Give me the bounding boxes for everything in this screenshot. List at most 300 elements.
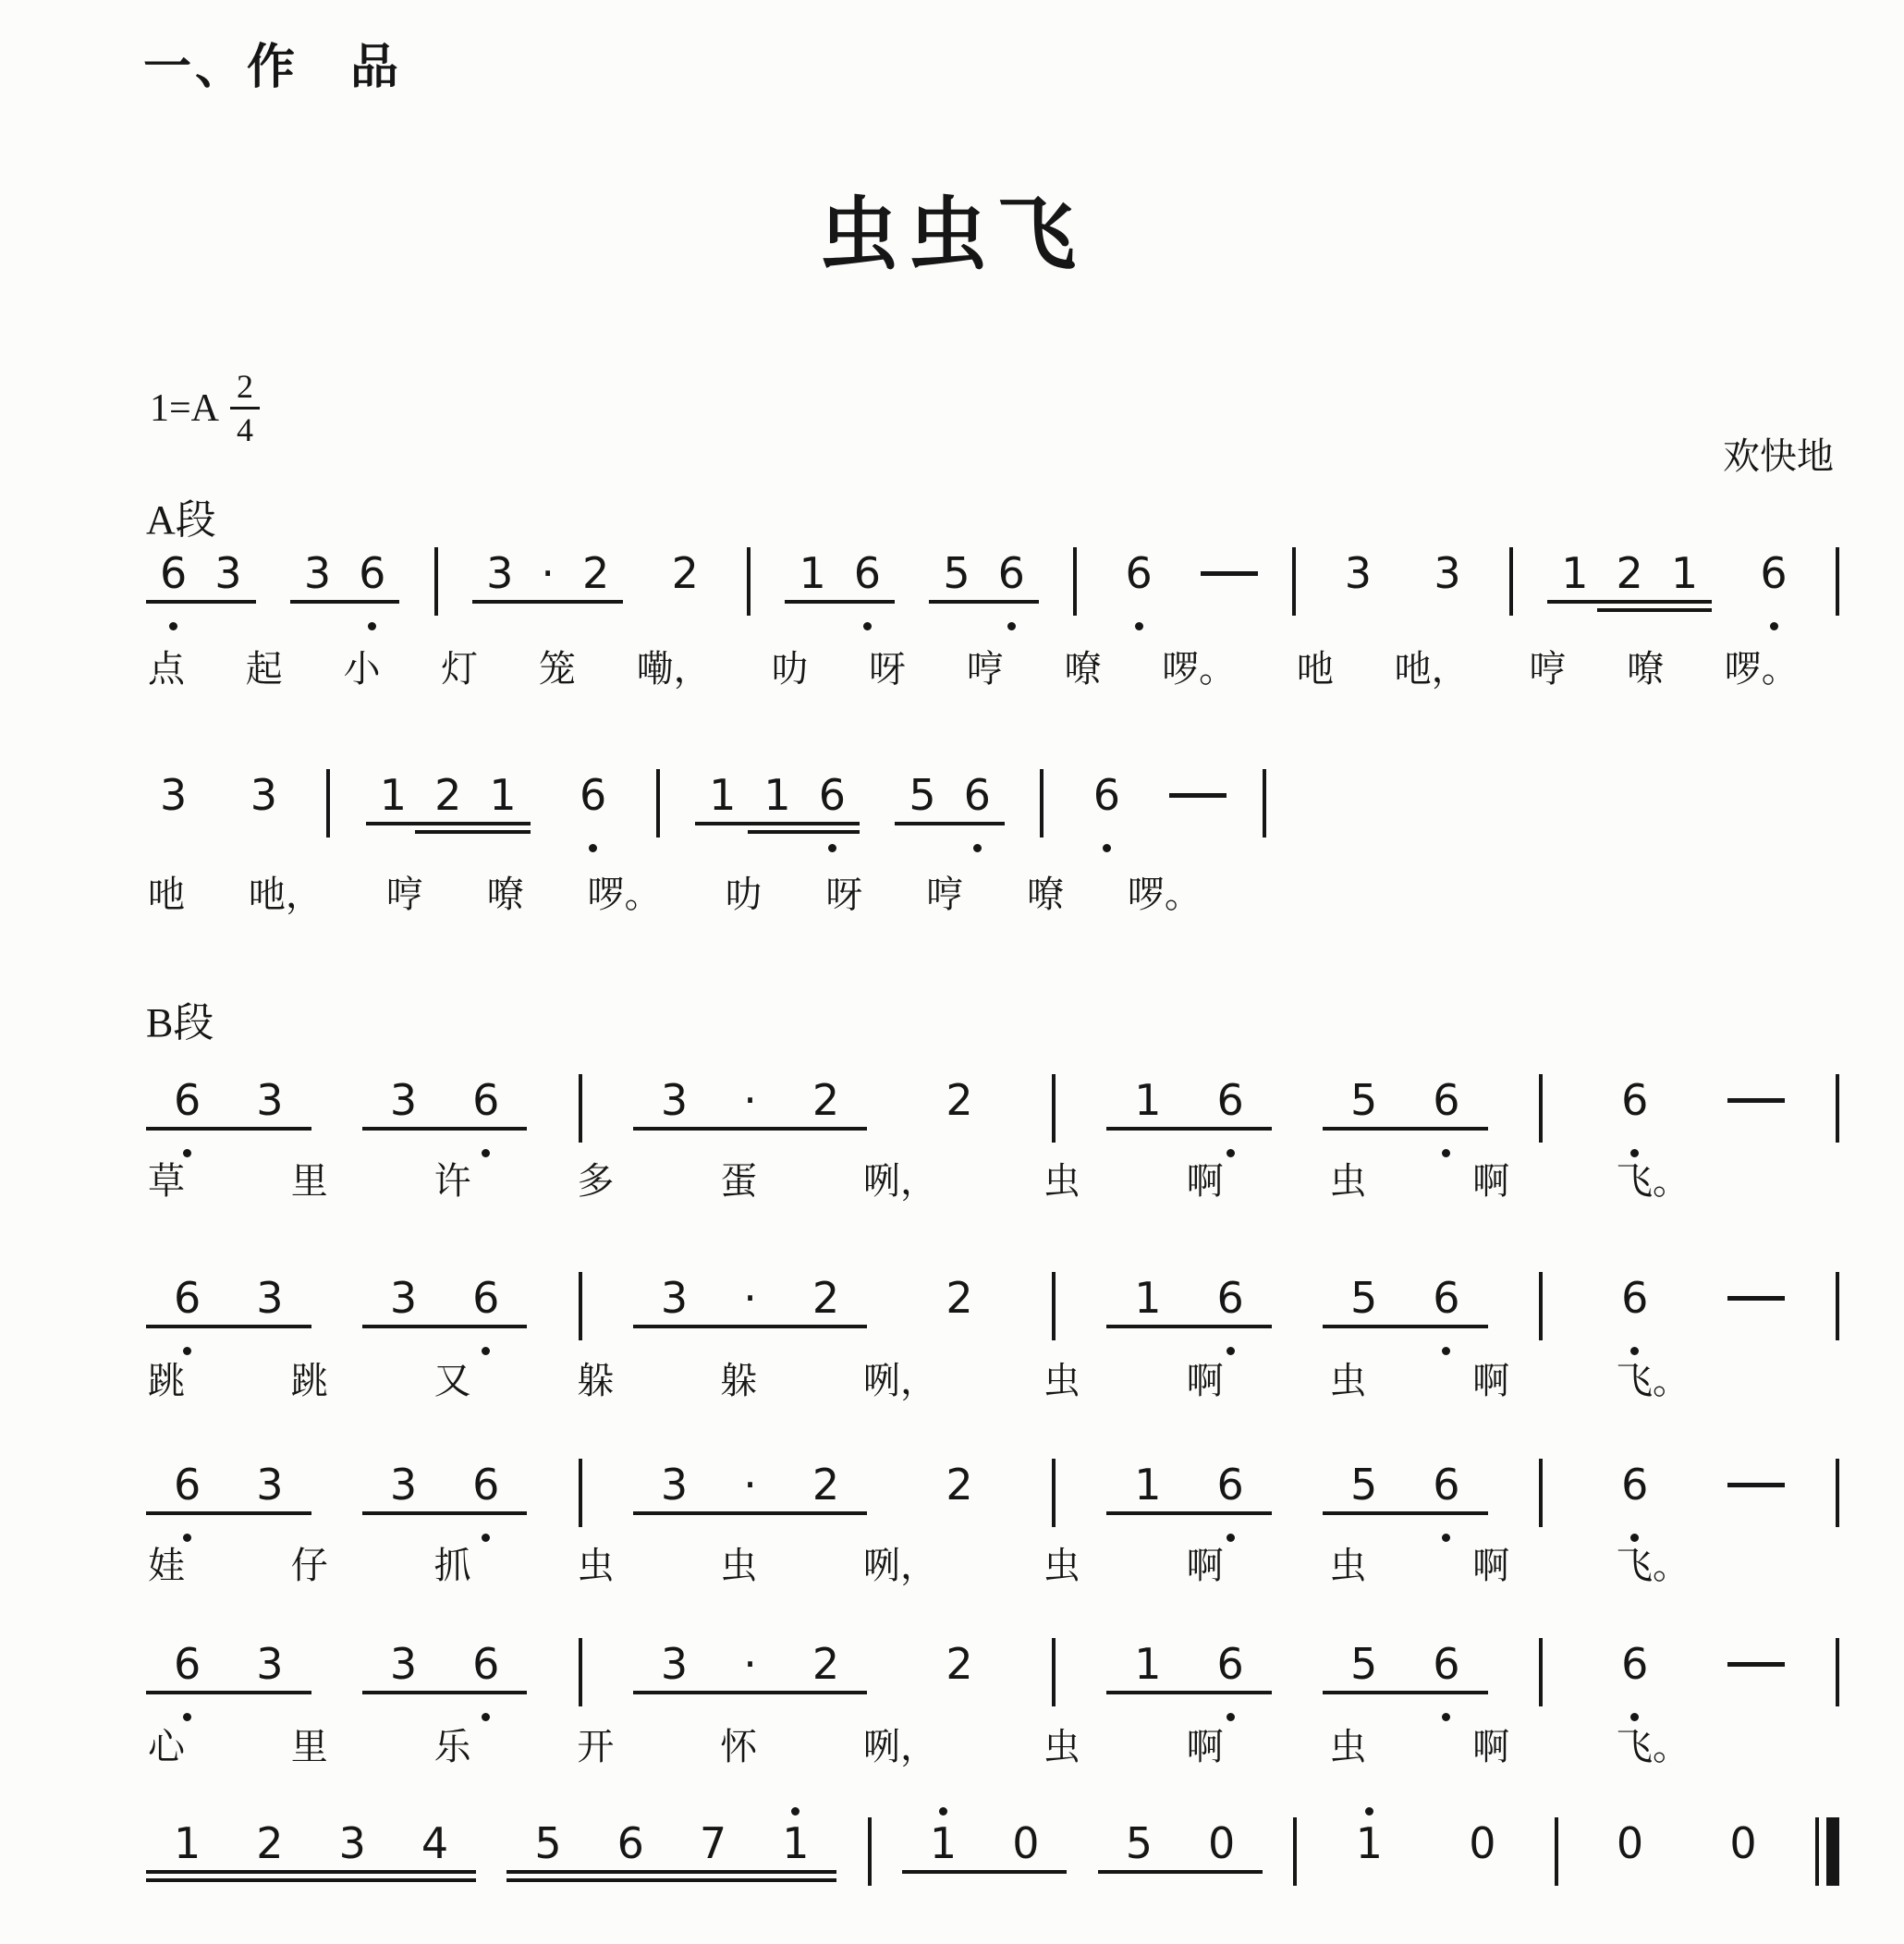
- note: [590, 1804, 672, 1901]
- lyric-syllable: 虫: [1043, 1160, 1080, 1202]
- octave-dot-high: [939, 1807, 947, 1816]
- lyric-syllable: 小: [343, 648, 381, 690]
- note-char: 6: [1621, 1460, 1649, 1510]
- note-group: [1106, 1061, 1272, 1157]
- beam-line: [146, 1878, 476, 1882]
- note-char: 3: [338, 1818, 366, 1868]
- music-line-b1: [146, 1061, 1839, 1157]
- note-group: [1112, 534, 1166, 630]
- note-char: 3: [486, 548, 514, 598]
- note-group: [633, 1625, 867, 1721]
- note-char: 2: [946, 1460, 973, 1510]
- lyrics-line-a1: [148, 640, 1799, 692]
- note-char: 6: [160, 548, 188, 598]
- note: [445, 1446, 527, 1542]
- lyric-syllable: 飞。: [1615, 1160, 1690, 1202]
- note-char: 3: [1344, 548, 1373, 598]
- note: [1405, 1625, 1487, 1721]
- note: [345, 534, 399, 630]
- note-char: 6: [616, 1818, 644, 1868]
- barline-icon: [1052, 1459, 1056, 1527]
- barline-icon: [1836, 1459, 1839, 1527]
- note-char: 3: [250, 770, 277, 820]
- beam-line: [695, 822, 860, 825]
- note-char: 6: [359, 548, 386, 598]
- note: [1189, 1625, 1271, 1721]
- beam-line: [415, 830, 531, 834]
- note-group: [362, 1446, 528, 1542]
- note-char: 6: [1433, 1273, 1460, 1323]
- note-group: [1098, 1804, 1263, 1901]
- lyric-syllable: 哼: [385, 874, 423, 915]
- barline-icon: [1555, 1817, 1558, 1886]
- note: [228, 1061, 311, 1157]
- note-char: ·: [743, 1075, 757, 1125]
- note-char: 1: [1561, 548, 1589, 598]
- note-char: 0: [1469, 1818, 1496, 1868]
- note-char: 5: [1350, 1460, 1378, 1510]
- note-char: 6: [1433, 1075, 1460, 1125]
- note: [228, 1446, 311, 1542]
- note: [1593, 1061, 1676, 1157]
- octave-dot-low: [1103, 844, 1111, 852]
- note: [633, 1625, 715, 1721]
- note-char: 1: [379, 770, 408, 820]
- note: [146, 1804, 228, 1901]
- barline-icon: [747, 547, 751, 616]
- beam-line: [1323, 1511, 1488, 1515]
- note: [228, 1804, 311, 1901]
- note: [1702, 1804, 1784, 1901]
- octave-dot-low: [1770, 622, 1778, 630]
- lyric-syllable: 仔: [290, 1545, 328, 1586]
- note-char: 6: [174, 1273, 201, 1323]
- note-group: [1106, 1446, 1272, 1542]
- note-char: 7: [699, 1818, 727, 1868]
- note-char: 5: [1350, 1075, 1378, 1125]
- note-group: [918, 1625, 1000, 1721]
- note-char: 6: [1216, 1639, 1244, 1689]
- note: [1180, 1804, 1263, 1901]
- note: [1420, 534, 1474, 630]
- note: [228, 1259, 311, 1355]
- note: [146, 756, 201, 852]
- note-char: 3: [256, 1075, 284, 1125]
- key-label: 1=A: [150, 386, 220, 430]
- note: [362, 1446, 445, 1542]
- note-char: 3: [1434, 548, 1461, 598]
- note: [984, 534, 1039, 630]
- note-char: 1: [1670, 548, 1699, 598]
- note-group: [1593, 1061, 1676, 1157]
- music-line-a1: [146, 534, 1839, 630]
- note-char: 1: [1134, 1460, 1162, 1510]
- note-char: 3: [256, 1460, 284, 1510]
- music-line-coda: [146, 1804, 1839, 1901]
- lyric-syllable: 叻: [725, 874, 763, 915]
- note: [394, 1804, 476, 1901]
- barline-icon: [326, 769, 330, 838]
- note-char: 2: [581, 548, 610, 598]
- note-group: [895, 756, 1005, 852]
- lyric-syllable: 啰。: [587, 874, 662, 915]
- note-group: [472, 534, 623, 630]
- note-char: 3: [256, 1273, 284, 1323]
- lyric-syllable: 吔: [148, 874, 185, 915]
- note-group: [929, 534, 1039, 630]
- note: [918, 1259, 1000, 1355]
- lyric-syllable: 飞。: [1615, 1360, 1690, 1401]
- note: [633, 1259, 715, 1355]
- beam-line: [507, 1870, 836, 1874]
- note-group: [1080, 756, 1134, 852]
- note: [1323, 1061, 1405, 1157]
- barline-icon: [1073, 547, 1077, 616]
- octave-dot-low: [368, 622, 376, 630]
- lyric-syllable: 虫: [720, 1545, 758, 1586]
- note: [785, 1061, 867, 1157]
- note-char: 3: [660, 1273, 689, 1323]
- beam-line: [146, 1691, 311, 1694]
- lyric-syllable: 咧，: [862, 1726, 937, 1767]
- note-char: 0: [1616, 1818, 1644, 1868]
- note: [754, 1804, 836, 1901]
- note-char: 6: [1216, 1460, 1244, 1510]
- note: [1593, 1625, 1676, 1721]
- lyric-syllable: 虫: [1329, 1360, 1367, 1401]
- note-char: 6: [997, 548, 1025, 598]
- note: [1547, 534, 1602, 630]
- octave-dot-low: [589, 844, 597, 852]
- beam-line: [1106, 1127, 1272, 1131]
- note: [475, 756, 530, 852]
- note-group: [1331, 534, 1385, 630]
- note: [362, 1625, 445, 1721]
- note-char: ·: [743, 1460, 757, 1510]
- octave-dot-low: [973, 844, 982, 852]
- barline-icon: [1539, 1074, 1543, 1143]
- octave-dot-low: [828, 844, 836, 852]
- note-char: 1: [489, 770, 517, 820]
- beam-line: [895, 822, 1005, 825]
- note-char: 5: [1125, 1818, 1153, 1868]
- beam-line: [785, 600, 895, 604]
- lyric-syllable: 虫: [1043, 1360, 1080, 1401]
- note-char: 1: [709, 770, 737, 820]
- lyric-syllable: 蛋: [720, 1160, 758, 1202]
- note-char: 1: [1134, 1273, 1162, 1323]
- lyric-syllable: 呀: [869, 648, 907, 690]
- note: [362, 1259, 445, 1355]
- lyric-syllable: 飞。: [1615, 1545, 1690, 1586]
- note: [1106, 1625, 1189, 1721]
- lyric-syllable: 笼: [538, 648, 576, 690]
- beam-line: [472, 600, 623, 604]
- half-note-dash-icon: [1727, 1296, 1785, 1301]
- octave-dot-low: [1007, 622, 1016, 630]
- note-group: [658, 534, 713, 630]
- half-note-dash-icon: [1169, 793, 1227, 798]
- note-group: [1328, 1804, 1410, 1901]
- note: [146, 1625, 228, 1721]
- lyric-syllable: 虫: [1329, 1160, 1367, 1202]
- note: [146, 534, 201, 630]
- barline-icon: [434, 547, 438, 616]
- note-char: 3: [660, 1460, 689, 1510]
- beam-line: [1106, 1511, 1272, 1515]
- lyric-syllable: 哼: [966, 648, 1004, 690]
- octave-dot-high: [791, 1807, 799, 1816]
- note-group: [237, 756, 291, 852]
- octave-dot-low: [863, 622, 872, 630]
- meter-denominator: 4: [237, 411, 254, 448]
- beam-line: [146, 1511, 311, 1515]
- lyric-syllable: 吔: [1296, 648, 1334, 690]
- note: [1405, 1446, 1487, 1542]
- lyric-syllable: 啊: [1186, 1545, 1224, 1586]
- lyric-syllable: 开: [577, 1726, 615, 1767]
- lyric-syllable: 吔，: [248, 874, 323, 915]
- note: [715, 1446, 785, 1542]
- note: [146, 1259, 228, 1355]
- note-group: [146, 1446, 311, 1542]
- note-group: [1593, 1446, 1676, 1542]
- lyric-syllable: 里: [290, 1726, 328, 1767]
- note-char: 2: [1616, 548, 1643, 598]
- half-note-dash-icon: [1727, 1098, 1785, 1103]
- note-char: 5: [1350, 1639, 1378, 1689]
- note-char: ·: [743, 1639, 757, 1689]
- note: [1746, 534, 1800, 630]
- barline-icon: [1040, 769, 1044, 838]
- beam-line: [748, 830, 860, 834]
- note: [1106, 1259, 1189, 1355]
- note-group: [1593, 1625, 1676, 1721]
- note-group: [902, 1804, 1068, 1901]
- note: [1189, 1446, 1271, 1542]
- note-group: [1746, 534, 1800, 630]
- final-barline-thin: [1815, 1817, 1819, 1886]
- lyric-syllable: 草: [148, 1160, 185, 1202]
- beam-line: [633, 1325, 867, 1328]
- note: [918, 1061, 1000, 1157]
- note: [1323, 1625, 1405, 1721]
- note-char: 3: [214, 548, 242, 598]
- note: [1189, 1061, 1271, 1157]
- barline-icon: [1539, 1459, 1543, 1527]
- note-char: 6: [174, 1075, 201, 1125]
- note-group: [146, 1625, 311, 1721]
- note-char: 6: [1216, 1273, 1244, 1323]
- note-group: [362, 1061, 528, 1157]
- music-line-b2: [146, 1259, 1839, 1355]
- note-char: 6: [174, 1639, 201, 1689]
- lyric-syllable: 里: [290, 1160, 328, 1202]
- note-group: [146, 1061, 311, 1157]
- beam-line: [1106, 1325, 1272, 1328]
- lyric-syllable: 虫: [577, 1545, 615, 1586]
- note: [1080, 756, 1134, 852]
- beam-line: [1597, 608, 1713, 612]
- beam-line: [1323, 1127, 1488, 1131]
- lyric-syllable: 啊: [1472, 1726, 1510, 1767]
- note-group: [918, 1259, 1000, 1355]
- barline-icon: [1293, 1817, 1297, 1886]
- beam-line: [146, 1127, 311, 1131]
- note: [918, 1446, 1000, 1542]
- octave-dot-low: [1135, 622, 1143, 630]
- music-line-b3: [146, 1446, 1839, 1542]
- lyric-syllable: 啰。: [1162, 648, 1237, 690]
- lyric-syllable: 啰。: [1724, 648, 1799, 690]
- note: [1331, 534, 1385, 630]
- beam-line: [290, 600, 400, 604]
- note: [527, 534, 568, 630]
- note-group: [1441, 1804, 1523, 1901]
- lyric-syllable: 呀: [825, 874, 863, 915]
- note: [715, 1625, 785, 1721]
- barline-icon: [1052, 1074, 1056, 1143]
- beam-line: [1098, 1870, 1263, 1874]
- note-char: 6: [963, 770, 991, 820]
- note-group: [1323, 1625, 1488, 1721]
- music-line-a2: [146, 756, 1266, 852]
- barline-icon: [1539, 1638, 1543, 1706]
- barline-icon: [579, 1272, 582, 1340]
- note-group: [633, 1446, 867, 1542]
- lyric-syllable: 嘞，: [636, 648, 711, 690]
- lyric-syllable: 咧，: [862, 1545, 937, 1586]
- barline-icon: [1263, 769, 1266, 838]
- note-char: 2: [434, 770, 462, 820]
- section-a-label: A段: [146, 497, 216, 543]
- lyric-syllable: 咧，: [862, 1160, 937, 1202]
- note-char: 6: [472, 1639, 500, 1689]
- note-char: 6: [580, 770, 607, 820]
- barline-icon: [1836, 1074, 1839, 1143]
- half-note-dash-icon: [1727, 1662, 1785, 1667]
- note-char: 3: [660, 1075, 689, 1125]
- note-char: 5: [909, 770, 936, 820]
- note-char: 6: [472, 1273, 500, 1323]
- note-char: 2: [812, 1273, 840, 1323]
- note: [658, 534, 713, 630]
- lyric-syllable: 许: [433, 1160, 471, 1202]
- note-char: 5: [1350, 1273, 1378, 1323]
- note-char: ·: [541, 548, 555, 598]
- lyric-syllable: 虫: [1329, 1726, 1367, 1767]
- beam-line: [633, 1691, 867, 1694]
- note-group: [1702, 1804, 1784, 1901]
- lyric-syllable: 乐: [433, 1726, 471, 1767]
- note-char: 3: [389, 1075, 418, 1125]
- note: [1112, 534, 1166, 630]
- lyrics-line-b2: [148, 1351, 1690, 1404]
- barline-icon: [579, 1638, 582, 1706]
- beam-line: [1106, 1691, 1272, 1694]
- note-group: [918, 1446, 1000, 1542]
- note-char: 1: [174, 1818, 201, 1868]
- barline-icon: [656, 769, 660, 838]
- lyric-syllable: 啊: [1472, 1360, 1510, 1401]
- note-group: [362, 1259, 528, 1355]
- lyric-syllable: 灯: [441, 648, 479, 690]
- beam-line: [902, 1870, 1068, 1874]
- note-group: [362, 1625, 528, 1721]
- lyric-syllable: 嘹: [1627, 648, 1665, 690]
- beam-line: [633, 1127, 867, 1131]
- note: [445, 1259, 527, 1355]
- note-char: 2: [812, 1639, 840, 1689]
- note: [1405, 1259, 1487, 1355]
- note-char: 1: [782, 1818, 810, 1868]
- note-group: [507, 1804, 836, 1901]
- note-group: [1593, 1259, 1676, 1355]
- barline-icon: [1539, 1272, 1543, 1340]
- note-char: 3: [389, 1273, 418, 1323]
- note: [805, 756, 860, 852]
- note-group: [785, 534, 895, 630]
- note: [785, 534, 839, 630]
- note: [1189, 1259, 1271, 1355]
- note-char: 3: [660, 1639, 689, 1689]
- octave-dot-high: [1365, 1807, 1373, 1816]
- note-char: 6: [472, 1460, 500, 1510]
- lyric-syllable: 又: [433, 1360, 471, 1401]
- beam-line: [1323, 1325, 1488, 1328]
- lyric-syllable: 嘹: [1027, 874, 1064, 915]
- barline-icon: [1509, 547, 1513, 616]
- note-char: 3: [389, 1639, 418, 1689]
- lyric-syllable: 心: [148, 1726, 185, 1767]
- note: [633, 1446, 715, 1542]
- final-barline-thick: [1826, 1817, 1839, 1886]
- note: [1323, 1446, 1405, 1542]
- lyric-syllable: 啊: [1186, 1160, 1224, 1202]
- lyric-syllable: 叻: [771, 648, 809, 690]
- note-char: 5: [534, 1818, 562, 1868]
- note: [366, 756, 421, 852]
- note-char: 6: [853, 548, 882, 598]
- note-char: 3: [256, 1639, 284, 1689]
- lyric-syllable: 哼: [1529, 648, 1567, 690]
- lyric-syllable: 飞。: [1615, 1726, 1690, 1767]
- note: [1593, 1259, 1676, 1355]
- final-barline-icon: [1815, 1817, 1839, 1886]
- lyric-syllable: 点: [148, 648, 185, 690]
- beam-line: [362, 1127, 528, 1131]
- barline-icon: [579, 1074, 582, 1143]
- beam-line: [362, 1511, 528, 1515]
- barline-icon: [1836, 547, 1839, 616]
- note-char: 1: [929, 1818, 958, 1868]
- note-char: 6: [174, 1460, 201, 1510]
- note-group: [146, 1804, 476, 1901]
- note: [445, 1625, 527, 1721]
- note-group: [290, 534, 400, 630]
- note-char: 6: [1433, 1639, 1460, 1689]
- note: [1405, 1061, 1487, 1157]
- note: [695, 756, 750, 852]
- beam-line: [146, 1870, 476, 1874]
- meter-numerator: 2: [237, 368, 254, 405]
- note-char: 2: [946, 1075, 973, 1125]
- lyrics-line-a2: [148, 865, 1202, 918]
- note: [228, 1625, 311, 1721]
- lyric-syllable: 嘹: [486, 874, 524, 915]
- note: [785, 1625, 867, 1721]
- note: [918, 1625, 1000, 1721]
